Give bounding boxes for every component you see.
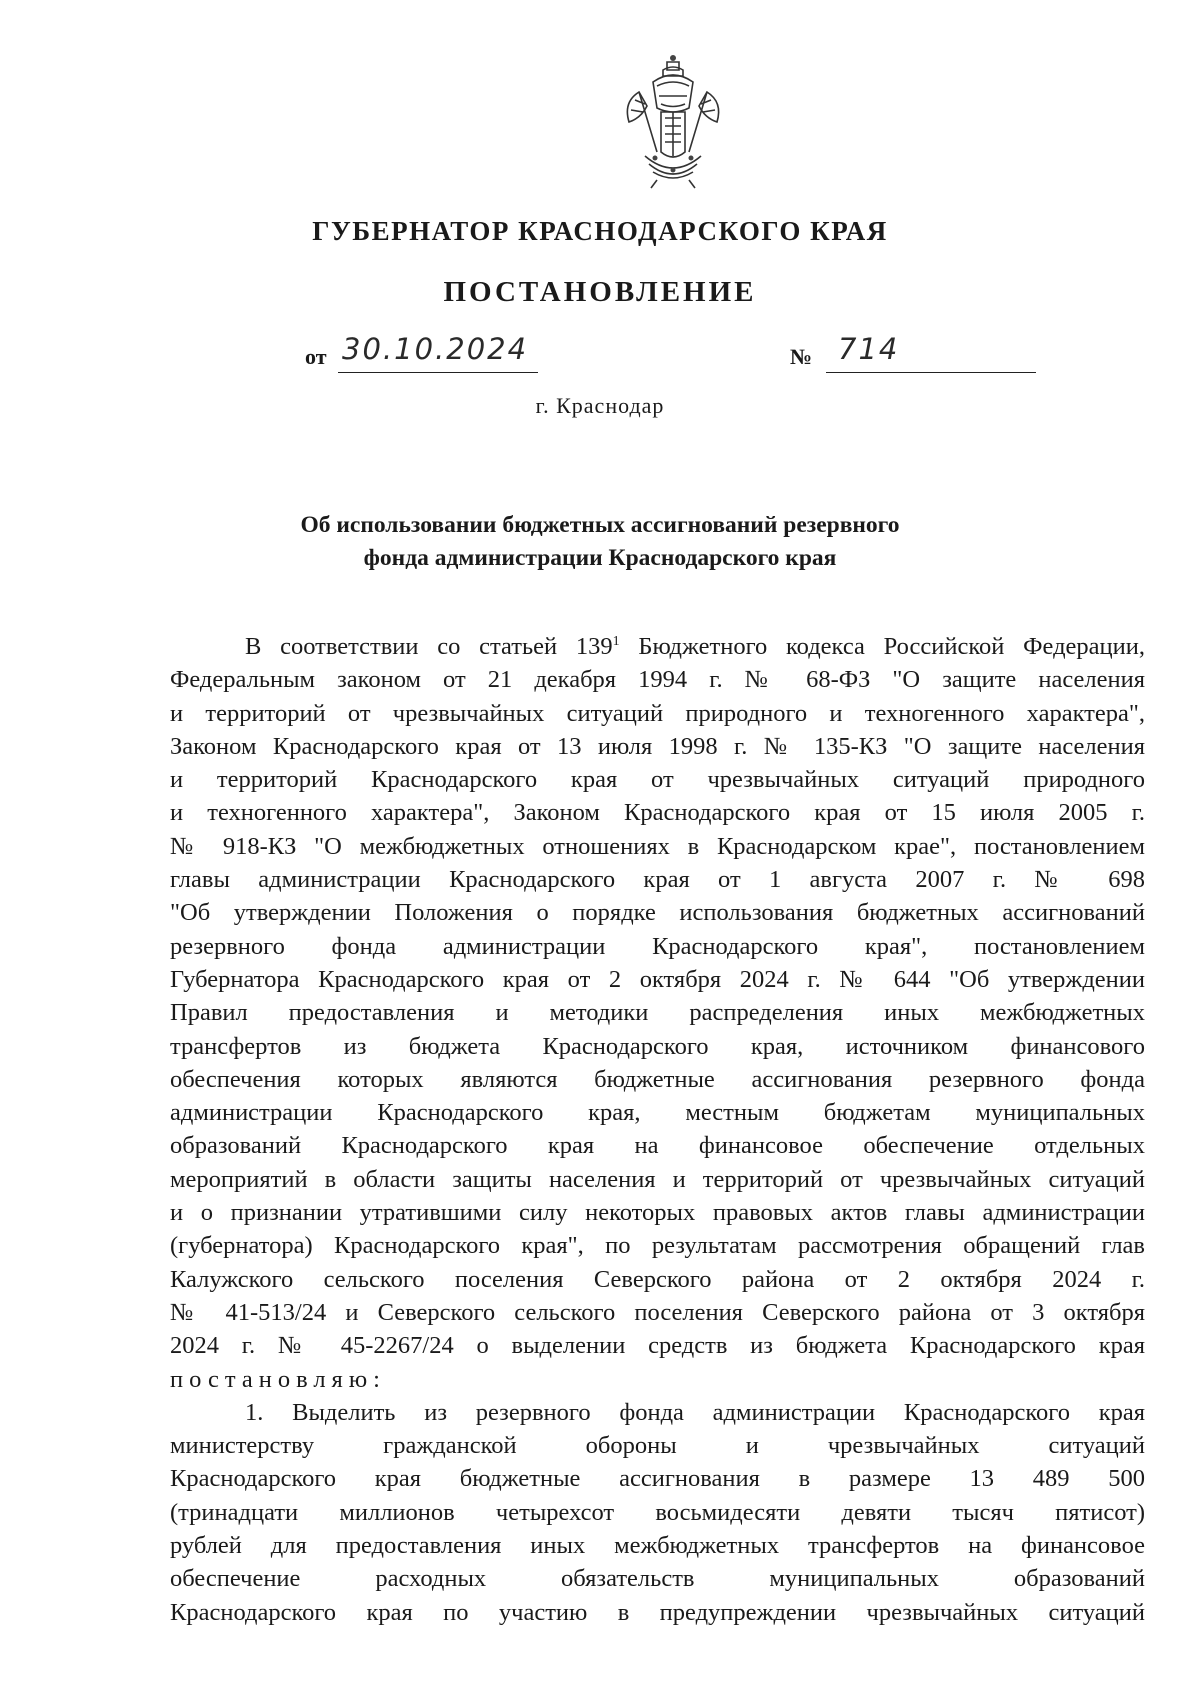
body-line: обеспечение расходных обязательств муниципальных образований — [170, 1565, 1145, 1593]
body-line: Законом Краснодарского края от 13 июля 1998 г. № 135-КЗ "О защите населения — [170, 732, 1145, 760]
body-line: Федеральным законом от 21 декабря 1994 г. № 68-ФЗ "О защите населения — [170, 666, 1145, 694]
body-line: "Об утверждении Положения о порядке использования бюджетных ассигнований — [170, 899, 1145, 927]
body-line: Краснодарского края по участию в предупреждении чрезвычайных ситуаций — [170, 1598, 1145, 1626]
date-label: от — [305, 344, 327, 369]
body-line: мероприятий в области защиты населения и территорий от чрезвычайных ситуаций — [170, 1165, 1145, 1193]
body-line: администрации Краснодарского края, местным бюджетам муниципальных — [170, 1099, 1145, 1127]
governor-title: ГУБЕРНАТОР КРАСНОДАРСКОГО КРАЯ — [312, 216, 888, 246]
body-line: Калужского сельского поселения Северского района от 2 октября 2024 г. — [170, 1265, 1145, 1293]
body-line: обеспечения которых являются бюджетные ассигнования резервного фонда — [170, 1065, 1145, 1093]
body-line: Правил предоставления и методики распределения иных межбюджетных — [170, 999, 1145, 1027]
body-line: и техногенного характера", Законом Краснодарского края от 15 июля 2005 г. — [170, 799, 1145, 827]
body-line: (тринадцати миллионов четырехсот восьмидесяти девяти тысяч пятисот) — [170, 1498, 1145, 1526]
date-underline — [338, 372, 538, 373]
krasnodar-coat-of-arms-icon — [617, 52, 729, 190]
body-line: образований Краснодарского края на финансовое обеспечение отдельных — [170, 1132, 1145, 1160]
body-line: главы администрации Краснодарского края от 1 августа 2007 г. № 698 — [170, 866, 1145, 894]
body-line: рублей для предоставления иных межбюджетных трансфертов на финансовое — [170, 1532, 1145, 1560]
document-type-title: ПОСТАНОВЛЕНИЕ — [443, 276, 757, 308]
body-line: министерству гражданской обороны и чрезвычайных ситуаций — [170, 1432, 1145, 1460]
city-line: г. Краснодар — [535, 393, 665, 418]
document-subject — [200, 509, 1000, 575]
body-line: (губернатора) Краснодарского края", по результатам рассмотрения обращений глав — [170, 1232, 1145, 1260]
number-underline — [826, 372, 1036, 373]
body-line: резервного фонда администрации Краснодарского края", постановлением — [170, 932, 1145, 960]
body-line: Краснодарского края бюджетные ассигнования в размере 13 489 500 — [170, 1465, 1145, 1493]
body-line: В соответствии со статьей $139^1$ Бюджетного кодекса Российской Федерации, — [245, 633, 1145, 660]
body-line: и о признании утратившими силу некоторых правовых актов главы администрации — [170, 1199, 1145, 1227]
body-line: и территорий от чрезвычайных ситуаций природного и техногенного характера", — [170, 699, 1145, 727]
body-line: № 41-513/24 и Северского сельского поселения Северского района от 3 октября — [170, 1298, 1145, 1326]
number-label: № — [790, 344, 813, 369]
article-superscript: 1 — [612, 633, 620, 649]
subject-line: фонда администрации Краснодарского края — [363, 545, 837, 571]
decree-word: постановляю: — [170, 1365, 386, 1393]
handwritten-number: 714 — [838, 332, 900, 366]
body-line: 2024 г. № 45-2267/24 о выделении средств из бюджета Краснодарского края — [170, 1332, 1145, 1360]
handwritten-date: 30.10.2024 — [342, 332, 529, 366]
body-line: № 918-КЗ "О межбюджетных отношениях в Краснодарском крае", постановлением — [170, 832, 1145, 860]
body-line: трансфертов из бюджета Краснодарского края, источником финансового — [170, 1032, 1145, 1060]
body-line: 1. Выделить из резервного фонда администрации Краснодарского края — [245, 1398, 1145, 1426]
body-line: и территорий Краснодарского края от чрезвычайных ситуаций природного — [170, 766, 1145, 794]
subject-line: Об использовании бюджетных ассигнований резервного — [300, 512, 900, 538]
body-line: Губернатора Краснодарского края от 2 октября 2024 г. № 644 "Об утверждении — [170, 965, 1145, 993]
document-body — [170, 630, 1145, 1629]
